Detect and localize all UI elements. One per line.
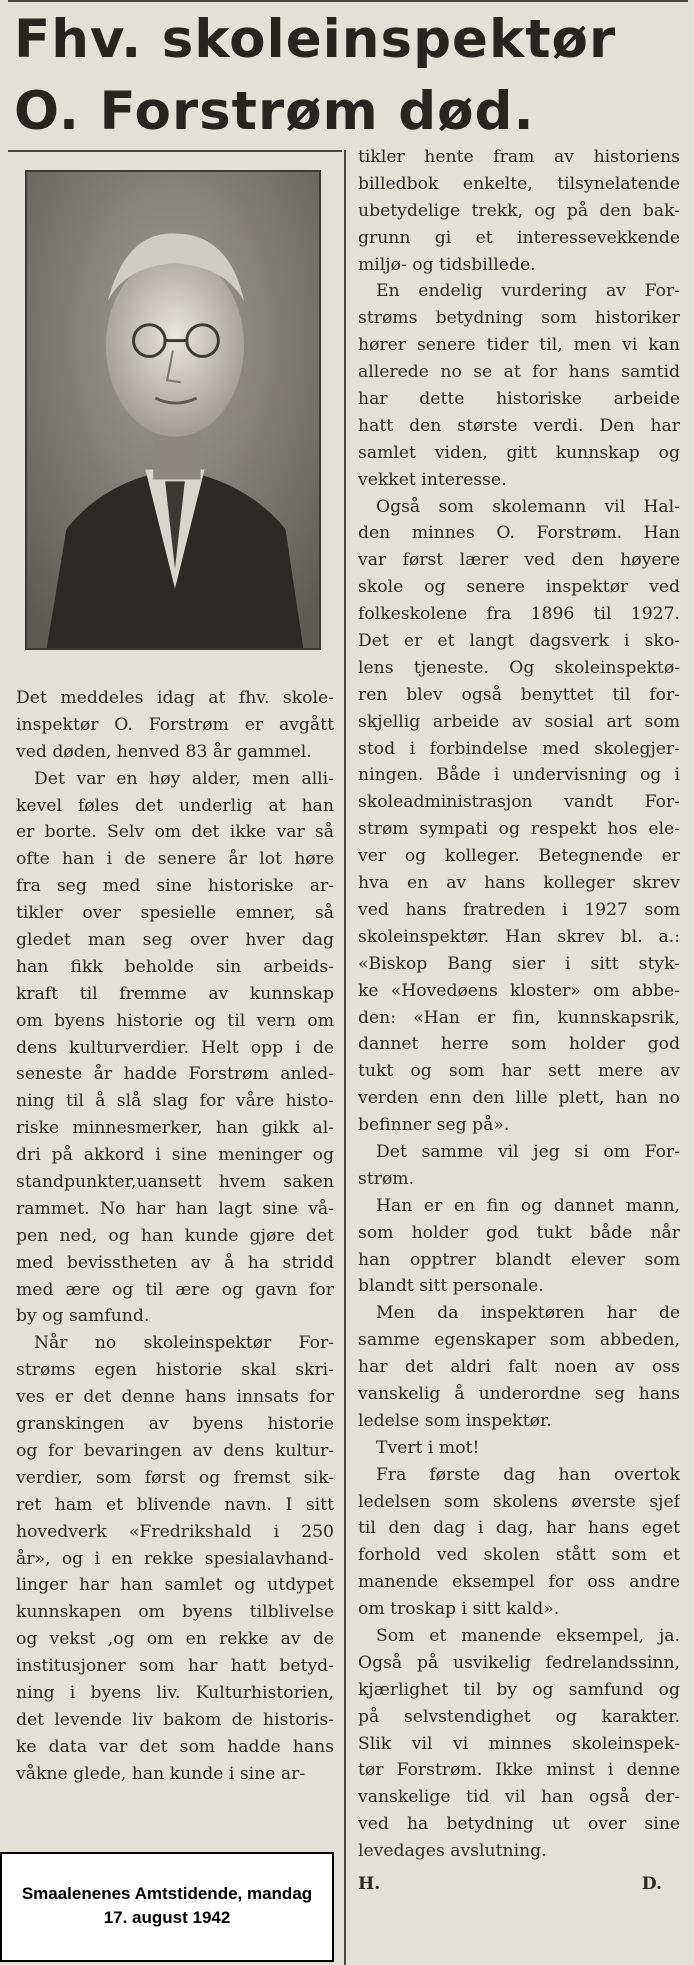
- right-column-line: dannet herre som holder god: [358, 1034, 680, 1055]
- left-column-line: med ære og til ære og gavn for: [16, 1279, 334, 1300]
- headline-rule: [8, 150, 342, 152]
- left-column-line: rammet. No har han lagt sine vå-: [16, 1198, 334, 1219]
- left-column-line: ofte han i de senere år lot høre: [16, 849, 334, 870]
- left-column-line: granskingen av byens historie: [16, 1414, 334, 1435]
- top-rule: [8, 0, 688, 2]
- right-column-line: han opptrer blandt elever som: [358, 1249, 680, 1270]
- right-column-line: vanskelige tid vil han også der-: [358, 1787, 680, 1808]
- left-column-line: kraft til fremme av kunnskap: [16, 983, 334, 1004]
- left-column-line: verdier, som først og fremst sik-: [16, 1467, 334, 1488]
- right-column-line: ubetydelige trekk, og på den bak-: [358, 200, 680, 221]
- left-column-line: dens kulturverdier. Helt opp i de: [16, 1037, 334, 1058]
- right-column-line: har det aldri falt noen av oss: [358, 1357, 680, 1378]
- left-column-line: ret ham et blivende navn. I sitt: [16, 1494, 334, 1515]
- right-column-line: ren blev også benyttet til for-: [358, 684, 680, 705]
- right-column-line: allerede no se at for hans samtid: [358, 362, 680, 383]
- right-column-line: har dette historiske arbeide: [358, 389, 680, 410]
- right-column-line: som holder god tukt både når: [358, 1222, 680, 1243]
- left-column-line: han fikk beholde sin arbeids-: [16, 956, 334, 977]
- right-column-line: til den dag i dag, har hans eget: [358, 1518, 680, 1539]
- right-column-line: hva en av hans kolleger skrev: [358, 873, 680, 894]
- right-column-line: Fra første dag han overtok: [376, 1464, 680, 1485]
- right-column-line: ved ha betydning ut over sine: [358, 1814, 680, 1835]
- headline-line-2: O. Forstrøm død.: [14, 81, 535, 142]
- right-column-line: hører senere tider til, men vi kan: [358, 335, 680, 356]
- right-column-line: samlet viden, gitt kunnskap og: [358, 442, 680, 463]
- left-column-line: standpunkter,uansett hvem saken: [16, 1172, 334, 1193]
- right-column-line: miljø- og tidsbillede.: [358, 254, 536, 275]
- left-column-line: seneste år hadde Forstrøm anled-: [16, 1064, 334, 1085]
- right-column-line: tør Forstrøm. Ikke minst i denne: [358, 1760, 680, 1781]
- right-column-line: grunn gi et interessevekkende: [358, 227, 680, 248]
- right-column-line: manende eksempel for oss andre: [358, 1572, 680, 1593]
- headline: [14, 4, 684, 148]
- left-column-line: kunnskapen om byens tilblivelse: [16, 1602, 334, 1623]
- left-column-line: gledet man seg over hver dag: [16, 930, 334, 951]
- right-column-line: Men da inspektøren har de: [376, 1303, 680, 1324]
- left-column-line: linger har han samlet og utdypet: [16, 1575, 334, 1596]
- right-column-line: den minnes O. Forstrøm. Han: [358, 523, 680, 544]
- caption-line-1: Smaalenenes Amtstidende, mandag: [21, 1884, 313, 1903]
- left-column-line: ke data var det som hadde hans: [16, 1736, 334, 1757]
- right-column-line: på selvstendighet og karakter.: [358, 1706, 680, 1727]
- right-column-line: hatt den største verdi. Den har: [358, 415, 680, 436]
- right-column-line: tikler hente fram av historiens: [358, 147, 680, 167]
- left-column-line: det levende liv bakom de historis-: [16, 1709, 334, 1730]
- right-column-line: vekket interesse.: [358, 469, 507, 490]
- right-column-line: skjellig arbeide av sosial art som: [358, 711, 680, 732]
- right-column-line: vanskelig å underordne seg hans: [358, 1383, 680, 1404]
- right-column-line: ledelsen som skolens øverste sjef: [358, 1491, 680, 1512]
- left-column-line: med bevisstheten av å ha stridd: [16, 1252, 334, 1273]
- right-column-line: Også på usvikelig fedrelandssinn,: [358, 1652, 680, 1673]
- right-column-line: stod i forbindelse med skolegjer-: [358, 738, 680, 759]
- right-column-line: ledelse som inspektør.: [358, 1410, 552, 1431]
- left-column-line: by og samfund.: [16, 1306, 150, 1327]
- left-column-line: er borte. Selv om det ikke var så: [16, 822, 334, 843]
- left-column-line: og for bevaringen av dens kultur-: [16, 1440, 334, 1461]
- left-column-line: Det meddeles idag at fhv. skole-: [16, 688, 334, 708]
- left-column-line: ves er det denne hans innsats for: [16, 1387, 334, 1408]
- left-column-line: om byens historie og til vern om: [16, 1010, 334, 1031]
- left-column-line: ning til å slå slag for våre histo-: [16, 1091, 334, 1112]
- left-column-line: institusjoner som har hatt betyd-: [16, 1656, 334, 1677]
- right-column-line: Han er en fin og dannet mann,: [376, 1195, 680, 1216]
- left-column-line: pen ned, og han kunde gjøre det: [16, 1225, 334, 1246]
- source-caption: [0, 1852, 334, 1962]
- right-column-line: ningen. Både i undervisning og i: [358, 765, 680, 786]
- right-column-line: kjærlighet til by og samfund og: [358, 1679, 680, 1700]
- right-column-line: billedbok enkelte, tilsynelatende: [358, 173, 680, 194]
- left-column-line: år», og i en rekke spesialavhand-: [16, 1548, 334, 1569]
- left-column-line: og vekst ,og om en rekke av de: [16, 1629, 334, 1650]
- right-column-line: forhold ved skolen stått som et: [358, 1545, 680, 1566]
- right-column-line: samme egenskaper som abbeden,: [358, 1330, 680, 1351]
- column-divider: [344, 150, 346, 1965]
- right-column-line: ke «Hovedøens kloster» om abbe-: [358, 980, 680, 1001]
- right-column-line: «Biskop Bang sier i sitt styk-: [358, 953, 680, 974]
- left-column-line: ning i byens liv. Kulturhistorien,: [16, 1682, 334, 1703]
- left-column: [16, 685, 334, 1788]
- portrait-photo: [25, 170, 321, 650]
- caption-line-2: 17. august 1942: [103, 1908, 231, 1927]
- left-column-line: fra seg med sine historiske ar-: [16, 876, 334, 897]
- right-column-line: tukt og som har sett mere av: [358, 1061, 680, 1082]
- left-column-line: dri på akkord i sine meninger og: [16, 1145, 334, 1166]
- right-column-line: strøm sympati og respekt hos ele-: [358, 819, 680, 840]
- right-column-line: skole og senere inspektør ved: [358, 577, 680, 598]
- right-column-line: om troskap i sitt kald».: [358, 1599, 560, 1620]
- left-column-line: ved døden, henved 83 år gammel.: [16, 741, 312, 762]
- right-column-line: Også som skolemann vil Hal-: [376, 496, 680, 517]
- right-column-line: Det samme vil jeg si om For-: [376, 1141, 680, 1162]
- right-column: [358, 144, 680, 1898]
- right-column-line: blandt sitt personale.: [358, 1276, 544, 1297]
- left-column-line: våkne glede, han kunde i sine ar-: [16, 1763, 306, 1784]
- right-column-line: levedages avslutning.: [358, 1841, 547, 1862]
- left-column-line: strøms egen historie skal skri-: [16, 1360, 334, 1381]
- right-column-line: strøms betydning som historiker: [358, 308, 680, 329]
- left-column-line: riske minnesmerker, han gikk al-: [16, 1118, 334, 1139]
- right-column-line: En endelig vurdering av For-: [376, 281, 680, 302]
- right-column-line: skoleinspektør. Han skrev bl. a.:: [358, 926, 680, 947]
- left-column-line: inspektør O. Forstrøm er avgått: [16, 714, 334, 735]
- left-column-line: Det var en høy alder, men alli-: [34, 768, 334, 789]
- right-column-line: Slik vil vi minnes skoleinspek-: [358, 1733, 680, 1754]
- left-column-line: kevel føles det underlig at han: [16, 795, 334, 816]
- left-column-line: tikler over spesielle emner, så: [16, 903, 334, 924]
- right-column-line: var først lærer ved den høyere: [358, 550, 680, 571]
- right-column-line: Det er et langt dagsverk i sko-: [358, 631, 680, 652]
- right-column-line: Tvert i mot!: [376, 1437, 480, 1458]
- right-column-line: skoleadministrasjon vandt For-: [358, 792, 680, 813]
- right-column-line: strøm.: [358, 1168, 415, 1189]
- right-column-line: lens tjeneste. Og skoleinspektø-: [358, 657, 680, 678]
- right-column-line: ver og kolleger. Betegnende er: [358, 846, 680, 867]
- left-column-line: Når no skoleinspektør For-: [34, 1333, 334, 1354]
- right-column-line: den: «Han er fin, kunnskapsrik,: [358, 1007, 680, 1028]
- right-column-line: Som et manende eksempel, ja.: [376, 1625, 680, 1646]
- right-column-line: folkeskolene fra 1896 til 1927.: [358, 604, 680, 625]
- author-signature: H. D.: [358, 1874, 662, 1894]
- right-column-line: verden enn den lille plett, han no: [358, 1088, 680, 1109]
- right-column-line: ved hans fratreden i 1927 som: [358, 899, 680, 920]
- headline-line-1: Fhv. skoleinspektør: [14, 9, 617, 70]
- right-column-line: befinner seg på».: [358, 1115, 510, 1136]
- left-column-line: hovedverk «Fredrikshald i 250: [16, 1521, 334, 1542]
